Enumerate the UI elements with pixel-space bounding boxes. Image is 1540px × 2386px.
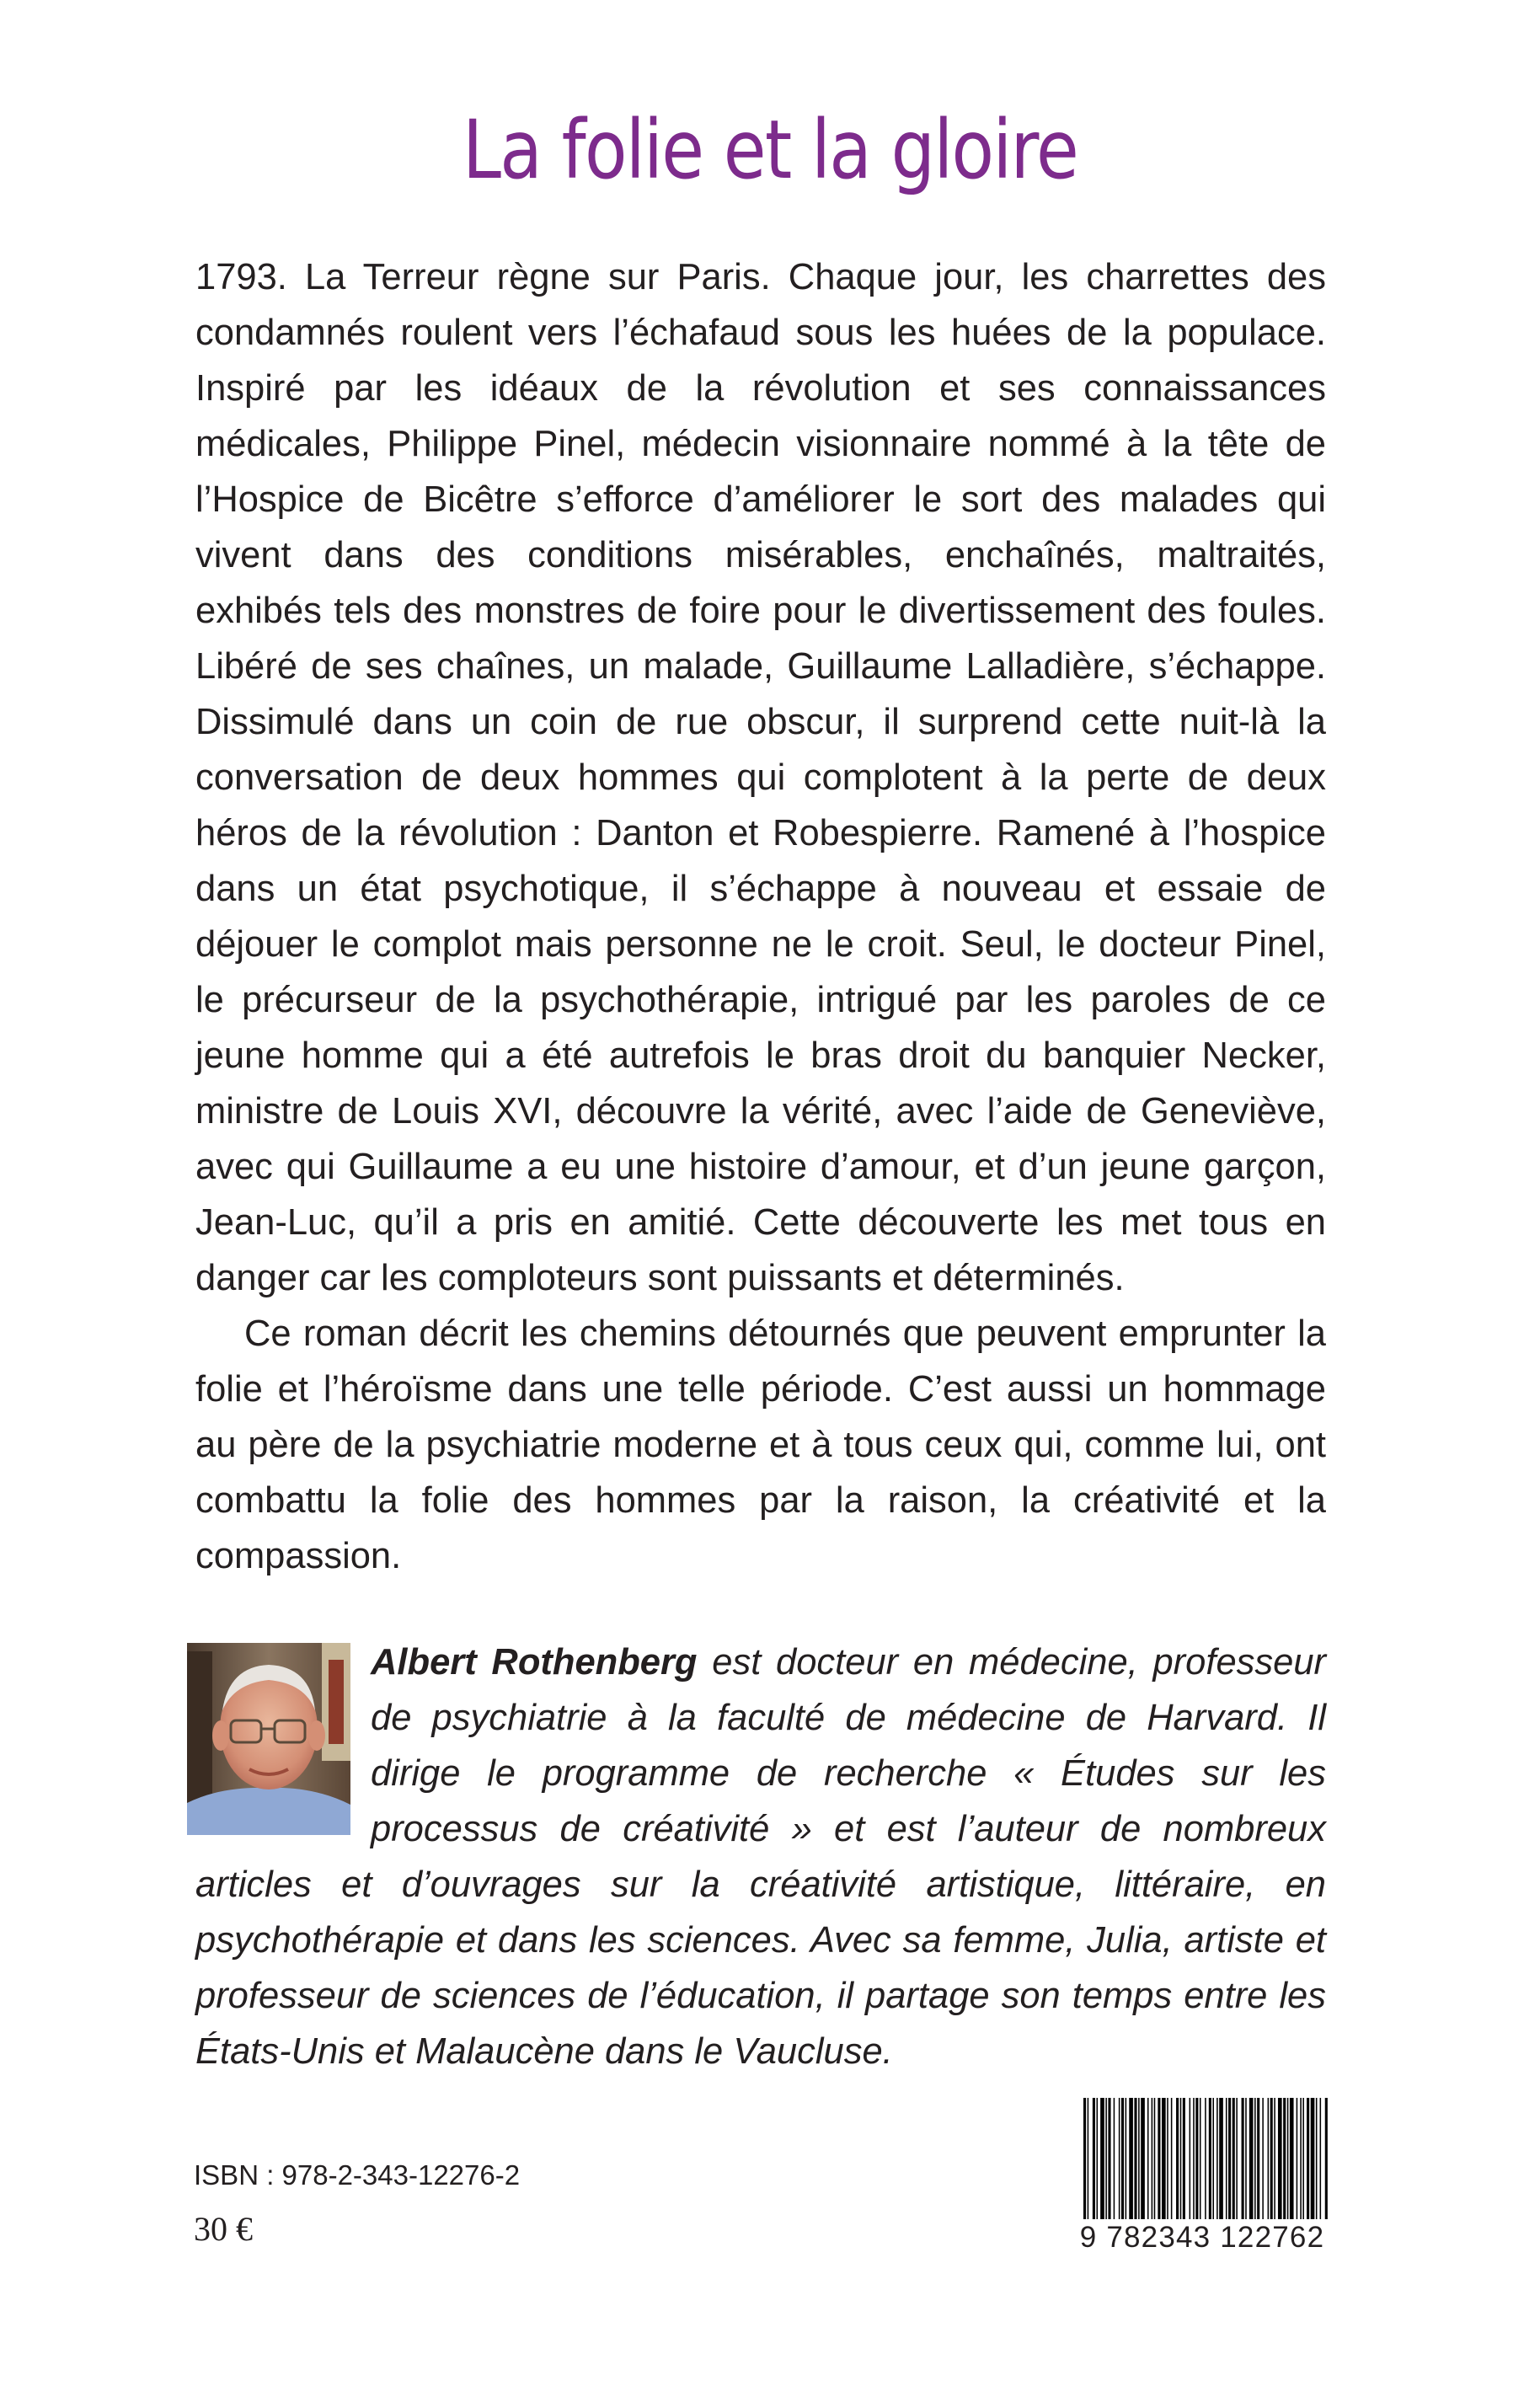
synopsis xyxy=(195,249,1326,1584)
photo-spacer xyxy=(195,1634,371,1857)
synopsis-paragraph-2: Ce roman décrit les chemins détournés que peuvent emprunter la folie et l’héroïsme dans une telle période. C’est aussi un hommage au père de la psychiatrie moderne et à tous ceux qui, comme lui, ont combattu la folie des hommes par la raison, la créativité et la compassion. xyxy=(195,1313,1326,1576)
author-bio-text: est docteur en médecine, professeur de psychiatrie à la faculté de médecine de Harvard. Il dirige le programme de recherche « Études sur les processus de créativité » et est l’auteur de nombreux articles et d’ouvrages sur la créativité artistique, littéraire, en psychothérapie et dans les sciences. Avec sa femme, Julia, artiste et professeur de sciences de l’éducation, il partage son temps entre les États-Unis et Malaucène dans le Vaucluse. xyxy=(195,1642,1327,2072)
price: 30 € xyxy=(194,2210,253,2248)
author-bio xyxy=(195,1634,1326,2079)
book-title: La folie et la gloire xyxy=(462,103,1078,197)
synopsis-paragraph-1: 1793. La Terreur règne sur Paris. Chaque jour, les charrettes des condamnés roulent vers l’échafaud sous les huées de la populace. Inspiré par les idéaux de la révolution et ses connaissances médicales, Philippe Pinel, médecin visionnaire nommé à la tête de l’Hospice de Bicêtre s’efforce d’améliorer le sort des malades qui vivent dans des conditions misérables, enchaînés, maltraités, exhibés tels des monstres de foire pour le divertissement des foules. Libéré de ses chaînes, un malade, Guillaume Lalladière, s’échappe. Dissimulé dans un coin de rue obscur, il surprend cette nuit-là la conversation de deux hommes qui complotent à la perte de deux héros de la révolution : Danton et Robespierre. Ramené à l’hospice dans un état psychotique, il s’échappe à nouveau et essaie de déjouer le complot mais personne ne le croit. Seul, le docteur Pinel, le précurseur de la psychothérapie, intrigué par les paroles de ce jeune homme qui a été autrefois le bras droit du banquier Necker, ministre de Louis XVI, découvre la vérité, avec l’aide de Geneviève, avec qui Guillaume a eu une histoire d’amour, et d’un jeune garçon, Jean-Luc, qu’il a pris en amitié. Cette découverte les met tous en danger car les comploteurs sont puissants et déterminés. xyxy=(195,257,1326,1298)
isbn: ISBN : 978-2-343-12276-2 xyxy=(194,2159,521,2191)
author-name: Albert Rothenberg xyxy=(371,1642,698,1683)
barcode-digits: 9 782343 122762 xyxy=(1065,2219,1339,2256)
